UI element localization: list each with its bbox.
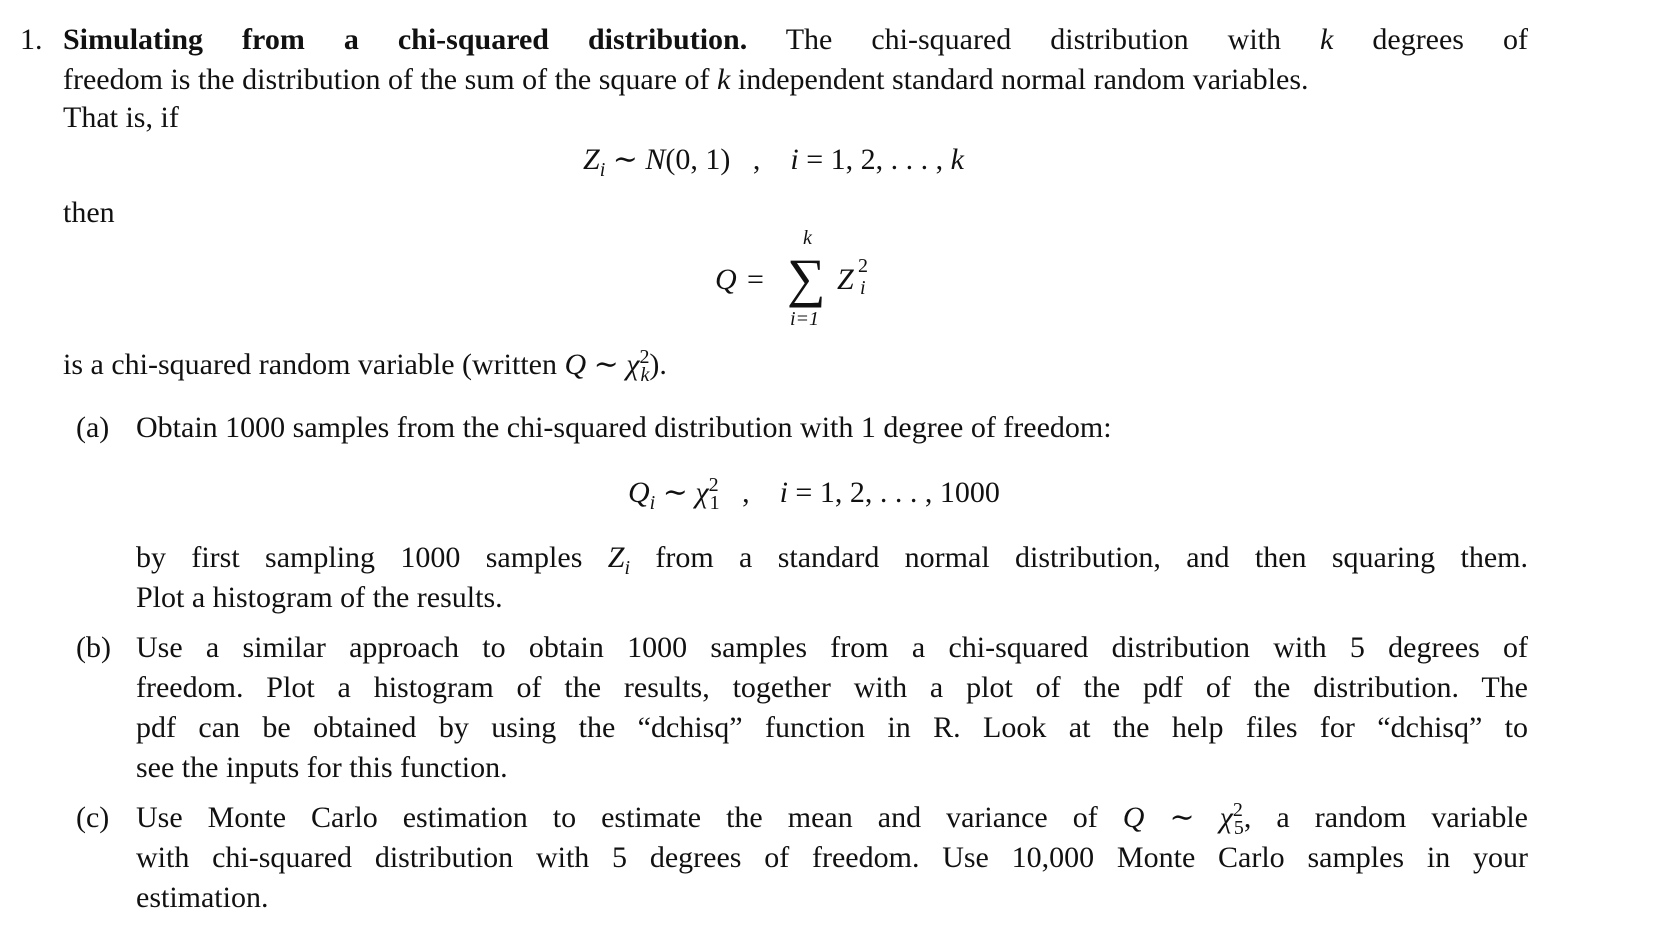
term-sup: 2 [858,255,868,277]
eq-dist: N [645,143,666,176]
problem-intro-line2 [63,60,1309,100]
part-c-label: (c) [76,801,110,834]
conclusion-end: ). [649,348,667,381]
eq-sub: i [599,159,606,181]
eq-range: = 1, 2, . . . , 1000 [795,476,1000,509]
term-Z: Z [837,263,854,296]
part-b-line3: pdf can be obtained by using the “dchisq” function in R. Look at the help files for “dchisq” to [136,711,1528,744]
part-a-line2 [136,538,1528,578]
part-a-equation [628,473,1000,513]
eq-args: (0, 1) [665,143,731,176]
chi-expr [1219,799,1528,839]
problem-number: 1. [20,23,43,56]
eq-k: k [950,143,964,176]
part-c-text: Use Monte Carlo estimation to estimate the mean and variance of [136,801,1098,834]
eq-range: = 1, 2, . . . , [806,143,944,176]
part-b-line4: see the inputs for this function. [136,751,508,784]
eq-sub: i [649,492,656,514]
eq-index: i [779,476,788,509]
sum-term [837,260,854,300]
chi-sup: 2 [1232,799,1243,821]
part-a-text: by first sampling 1000 samples [136,541,583,574]
part-a-line1: Obtain 1000 samples from the chi-squared distribution with 1 degree of freedom: [136,411,1112,444]
eq-rel: ∼ [662,476,688,509]
conclusion-Q: Q [564,348,587,381]
chi-sub: 1 [709,492,720,514]
part-c-text: , a random variable [1243,801,1528,834]
equation-sum [715,225,895,335]
problem-intro-line1 [63,20,1528,60]
var-k: k [1320,23,1334,56]
part-c-line2: with chi-squared distribution with 5 degrees of freedom. Use 10,000 Monte Carlo samples in your [136,841,1528,874]
eq-Q: Q [715,263,737,296]
part-c-line3: estimation. [136,881,269,914]
sum-icon: ∑ [787,248,826,308]
chi-sup: 2 [639,346,650,368]
var-k: k [717,63,731,96]
problem-intro-line3: That is, if [63,101,179,134]
eq-rel: ∼ [612,143,638,176]
part-a-label: (a) [76,411,110,444]
intro-text: freedom is the distribution of the sum of the square of [63,63,710,96]
term-sub: i [860,277,866,299]
intro-text: degrees of [1372,23,1528,56]
part-a-text: from a standard normal distribution, and then squaring them. [655,541,1529,574]
eq-sep: , [742,476,750,509]
sum-lower: i=1 [790,308,820,330]
chi: χ [1219,801,1233,834]
equation-normal [583,140,964,180]
eq-equals: = [747,263,764,296]
intro-text: independent standard normal random variables. [737,63,1309,96]
part-b-label: (b) [76,631,111,664]
eq-index: i [790,143,799,176]
conclusion-line [63,345,667,385]
then-text: then [63,196,115,229]
part-a-line3: Plot a histogram of the results. [136,581,503,614]
eq-Q: Q [628,476,650,509]
sum-upper: k [803,227,812,249]
eq-chi: χ [695,476,709,509]
part-b-line1: Use a similar approach to obtain 1000 samples from a chi-squared distribution with 5 degrees of [136,631,1528,664]
eq-sep: , [752,143,761,176]
conclusion-rel: ∼ [593,348,619,381]
chi-sub: 5 [1233,817,1244,839]
chi-sup: 2 [708,474,719,496]
conclusion-chi: χ [626,348,640,381]
part-b-line2: freedom. Plot a histogram of the results, together with a plot of the pdf of the distribution. The [136,671,1528,704]
conclusion-text: is a chi-squared random variable (written [63,348,557,381]
var-Z: Z [607,541,625,574]
part-c-line1 [136,798,1528,838]
eq-Z: Z [583,143,600,176]
rel: ∼ [1169,801,1195,834]
var-sub: i [624,557,630,579]
problem-title: Simulating from a chi-squared distribution. [63,23,748,56]
intro-text: The chi-squared distribution with [785,23,1282,56]
var-Q: Q [1122,801,1145,834]
chi-sub: k [640,364,650,386]
